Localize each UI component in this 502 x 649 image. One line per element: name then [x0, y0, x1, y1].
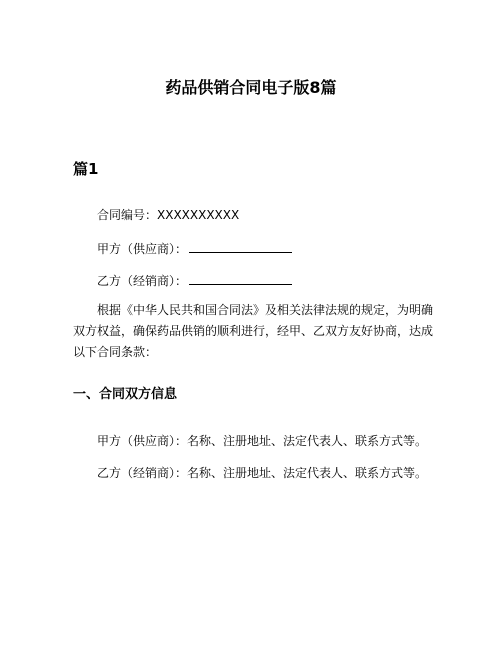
- party-a-blank-line: [189, 240, 292, 253]
- section-title: 篇1: [73, 160, 99, 178]
- party-b-info: 乙方（经销商）：名称、注册地址、法定代表人、联系方式等。: [97, 466, 428, 480]
- party-a-info: 甲方（供应商）：名称、注册地址、法定代表人、联系方式等。: [97, 434, 428, 448]
- subheading-parties-info: 一、合同双方信息: [73, 387, 178, 402]
- document-title: 药品供销合同电子版8篇: [165, 78, 337, 97]
- party-b-label: 乙方（经销商）：: [97, 274, 188, 288]
- party-a-line: [97, 240, 292, 258]
- party-b-line: [97, 272, 292, 290]
- party-a-label: 甲方（供应商）：: [97, 242, 188, 256]
- contract-number: 合同编号：XXXXXXXXXX: [97, 208, 240, 222]
- party-b-blank-line: [189, 272, 292, 285]
- intro-paragraph: 根据《中华人民共和国合同法》及相关法律法规的规定，为明确双方权益，确保药品供销的顺利进行，经甲、乙双方友好协商，达成以下合同条款：: [73, 303, 434, 359]
